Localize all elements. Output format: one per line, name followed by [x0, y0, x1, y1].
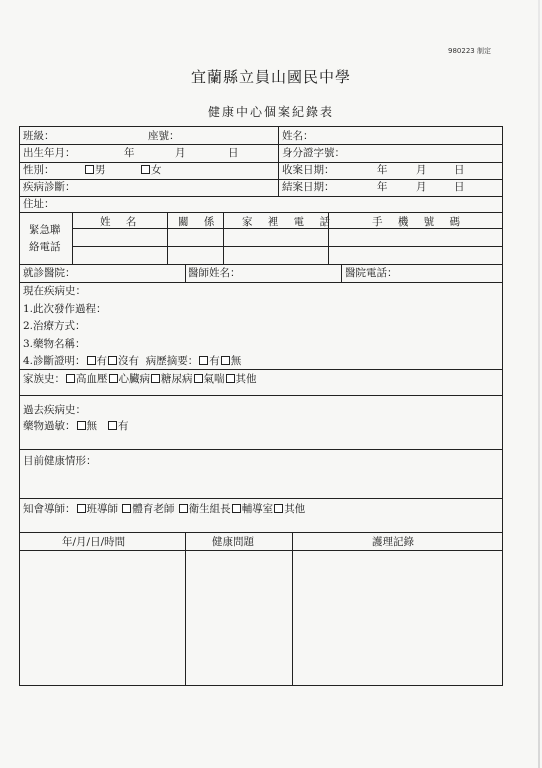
diagnosis-cert-label: 4.診斷證明： [23, 355, 86, 367]
male-checkbox[interactable] [85, 165, 94, 174]
summary-none-label: 無 [230, 355, 242, 367]
log-col-issue: 健康問題 [212, 536, 254, 548]
field-class-label: 班級： [23, 130, 55, 142]
row-divider [20, 264, 502, 265]
family-history [23, 374, 257, 385]
history-item-2: 2.治療方式： [23, 320, 86, 332]
history-item-3: 3.藥物名稱： [23, 338, 86, 350]
field-address-label: 住址： [23, 198, 55, 210]
form-frame [19, 126, 503, 686]
field-dob-label: 出生年月： [23, 147, 76, 159]
row-divider [20, 498, 502, 499]
gender-female-option[interactable] [140, 165, 162, 176]
field-diagnosis-label: 疾病診斷： [23, 181, 76, 193]
family-opt-label: 心臟病 [118, 373, 150, 385]
emergency-col-home-phone: 家 裡 電 話 [242, 216, 337, 228]
allergy-has-checkbox[interactable] [108, 421, 117, 430]
row-divider [20, 196, 502, 197]
family-opt-label: 糖尿病 [161, 373, 193, 385]
family-opt-label: 其他 [235, 373, 257, 385]
summary-has-label: 有 [209, 355, 220, 367]
history-title: 現在疾病史： [23, 285, 86, 297]
dob-year: 年 [124, 147, 135, 159]
row-divider [20, 369, 502, 370]
row-divider [20, 532, 502, 533]
female-checkbox[interactable] [141, 165, 150, 174]
family-opt-label: 高血壓 [76, 373, 108, 385]
field-doctor-label: 醫師姓名： [188, 267, 241, 279]
summary-none-checkbox[interactable] [221, 356, 230, 365]
notify-opt-checkbox[interactable] [122, 504, 131, 513]
notify-row [23, 504, 305, 515]
emergency-row-line [72, 228, 502, 229]
history-item-1: 1.此次發作過程： [23, 303, 107, 315]
log-column-divider [185, 532, 186, 685]
family-history-label: 家族史： [23, 373, 65, 385]
cert-none-checkbox[interactable] [108, 356, 117, 365]
emergency-label-line2: 絡電話 [29, 241, 61, 253]
case-open-day: 日 [454, 164, 465, 176]
notify-opt-checkbox[interactable] [179, 504, 188, 513]
case-close-day: 日 [454, 181, 465, 193]
log-header-divider [20, 550, 502, 551]
cert-none-label: 沒有 [118, 355, 140, 367]
log-col-date: 年/月/日/時間 [62, 536, 126, 548]
family-opt-checkbox[interactable] [66, 374, 75, 383]
female-label: 女 [151, 164, 162, 176]
notify-opt-label: 班導師 [86, 503, 118, 515]
allergy-has-label: 有 [118, 420, 129, 432]
emergency-col-name: 姓 名 [100, 216, 143, 228]
current-health-label: 目前健康情形： [23, 455, 97, 467]
notify-opt-label: 衛生組長 [188, 503, 231, 515]
school-name: 宜蘭縣立員山國民中學 [190, 68, 351, 86]
notify-label: 知會導師： [23, 503, 76, 515]
field-hospital-label: 就診醫院： [23, 267, 76, 279]
log-column-divider [292, 532, 293, 685]
allergy-none-checkbox[interactable] [77, 421, 86, 430]
emergency-divider [72, 212, 73, 264]
field-hospital-phone-label: 醫院電話： [345, 267, 398, 279]
row-divider [20, 162, 502, 163]
notify-opt-checkbox[interactable] [77, 504, 86, 513]
emergency-divider [167, 212, 168, 264]
emergency-row-line [72, 246, 502, 247]
emergency-col-mobile: 手 機 號 碼 [372, 216, 467, 228]
column-divider [341, 264, 342, 282]
row-divider [20, 144, 502, 145]
family-opt-checkbox[interactable] [194, 374, 203, 383]
row-divider [20, 395, 502, 396]
dob-day: 日 [228, 147, 239, 159]
emergency-divider [223, 212, 224, 264]
field-gender-label: 性別： [23, 164, 55, 176]
row-divider [20, 179, 502, 180]
past-history-title: 過去疾病史： [23, 404, 86, 416]
summary-label: 病歷摘要： [145, 355, 199, 367]
history-item-4 [23, 356, 241, 367]
document-code: 980223 制定 [448, 47, 491, 55]
case-close-month: 月 [416, 181, 427, 193]
family-opt-checkbox[interactable] [151, 374, 160, 383]
drug-allergy-label: 藥物過敏： [23, 420, 76, 432]
column-divider [185, 264, 186, 282]
case-close-year: 年 [377, 181, 388, 193]
gender-male-option[interactable] [84, 165, 106, 176]
allergy-none-label: 無 [86, 420, 97, 432]
form-title: 健康中心個案紀錄表 [207, 105, 334, 119]
emergency-col-relation: 關 係 [178, 216, 221, 228]
drug-allergy [23, 421, 129, 432]
family-opt-checkbox[interactable] [109, 374, 118, 383]
field-id-label: 身分證字號： [282, 147, 345, 159]
log-col-record: 護理記錄 [372, 536, 414, 548]
case-open-month: 月 [416, 164, 427, 176]
row-divider [20, 449, 502, 450]
notify-opt-label: 其他 [284, 503, 306, 515]
cert-has-label: 有 [96, 355, 108, 367]
row-divider [20, 212, 502, 213]
notify-opt-checkbox[interactable] [274, 504, 283, 513]
cert-has-checkbox[interactable] [87, 356, 96, 365]
row-divider [20, 282, 502, 283]
field-case-open-label: 收案日期： [282, 164, 335, 176]
field-seat-label: 座號： [148, 130, 180, 142]
notify-opt-checkbox[interactable] [232, 504, 241, 513]
case-open-year: 年 [377, 164, 388, 176]
field-name-label: 姓名： [282, 130, 314, 142]
emergency-label-line1: 緊急聯 [29, 224, 61, 236]
field-case-close-label: 結案日期： [282, 181, 335, 193]
notify-opt-label: 輔導室 [241, 503, 274, 515]
family-opt-checkbox[interactable] [226, 374, 235, 383]
dob-month: 月 [175, 147, 186, 159]
male-label: 男 [95, 164, 106, 176]
family-opt-label: 氣喘 [203, 373, 225, 385]
notify-opt-label: 體育老師 [132, 503, 175, 515]
summary-has-checkbox[interactable] [199, 356, 208, 365]
